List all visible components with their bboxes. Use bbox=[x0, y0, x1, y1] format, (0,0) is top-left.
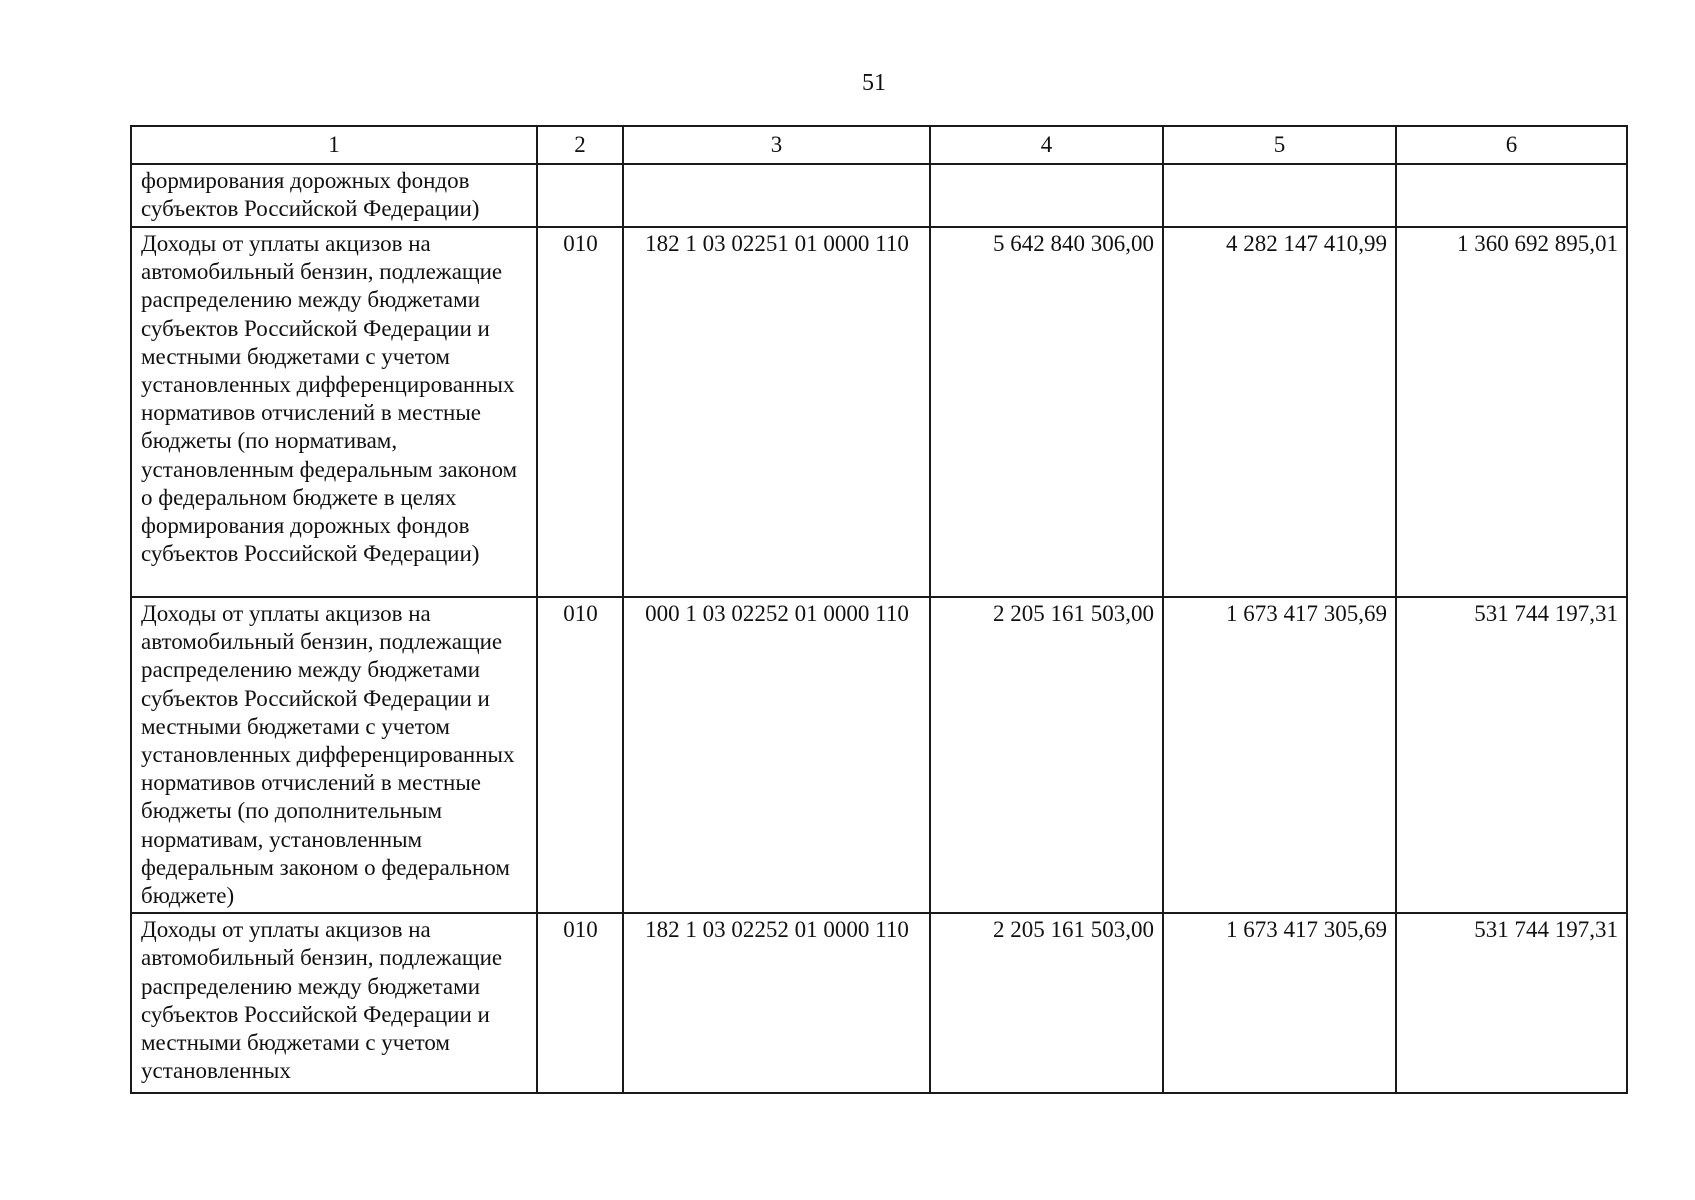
table-row bbox=[131, 597, 1627, 913]
header-col-5: 5 bbox=[1163, 126, 1396, 164]
row-description: формирования дорожных фондов субъектов Российской Федерации) bbox=[131, 164, 537, 227]
row-kbk bbox=[623, 164, 930, 227]
row-approved: 2 205 161 503,00 bbox=[930, 597, 1163, 913]
header-col-1: 1 bbox=[131, 126, 537, 164]
row-unexecuted bbox=[1396, 164, 1627, 227]
row-description: Доходы от уплаты акцизов на автомобильный бензин, подлежащие распределению между бюджетами субъектов Российской Федерации и местными бюджетами с учетом установленных дифференцированных нормативов отчислений в местные бюджеты (по дополнительным нормативам, установленным федеральным законом о федеральном бюджете) bbox=[131, 597, 537, 913]
header-col-6: 6 bbox=[1396, 126, 1627, 164]
row-kbk: 182 1 03 02252 01 0000 110 bbox=[623, 913, 930, 1093]
table-row bbox=[131, 164, 1627, 227]
header-col-4: 4 bbox=[930, 126, 1163, 164]
table-header-row bbox=[131, 126, 1627, 164]
row-unexecuted: 1 360 692 895,01 bbox=[1396, 227, 1627, 597]
row-approved: 2 205 161 503,00 bbox=[930, 913, 1163, 1093]
row-code bbox=[537, 164, 623, 227]
header-col-2: 2 bbox=[537, 126, 623, 164]
table-row bbox=[131, 913, 1627, 1093]
table-row bbox=[131, 227, 1627, 597]
row-executed bbox=[1163, 164, 1396, 227]
row-description: Доходы от уплаты акцизов на автомобильный бензин, подлежащие распределению между бюджетами субъектов Российской Федерации и местными бюджетами с учетом установленных дифференцированных нормативов отчислений в местные бюджеты (по нормативам, установленным федеральным законом о федеральном бюджете в целях формирования дорожных фондов субъектов Российской Федерации) bbox=[131, 227, 537, 597]
row-kbk: 182 1 03 02251 01 0000 110 bbox=[623, 227, 930, 597]
row-kbk: 000 1 03 02252 01 0000 110 bbox=[623, 597, 930, 913]
row-executed: 4 282 147 410,99 bbox=[1163, 227, 1396, 597]
row-description: Доходы от уплаты акцизов на автомобильный бензин, подлежащие распределению между бюджетами субъектов Российской Федерации и местными бюджетами с учетом установленных bbox=[131, 913, 537, 1093]
row-code: 010 bbox=[537, 597, 623, 913]
row-executed: 1 673 417 305,69 bbox=[1163, 913, 1396, 1093]
row-code: 010 bbox=[537, 227, 623, 597]
row-approved: 5 642 840 306,00 bbox=[930, 227, 1163, 597]
row-code: 010 bbox=[537, 913, 623, 1093]
row-unexecuted: 531 744 197,31 bbox=[1396, 597, 1627, 913]
row-unexecuted: 531 744 197,31 bbox=[1396, 913, 1627, 1093]
page-number: 51 bbox=[862, 70, 886, 96]
row-approved bbox=[930, 164, 1163, 227]
revenue-table bbox=[130, 125, 1628, 1094]
header-col-3: 3 bbox=[623, 126, 930, 164]
row-executed: 1 673 417 305,69 bbox=[1163, 597, 1396, 913]
